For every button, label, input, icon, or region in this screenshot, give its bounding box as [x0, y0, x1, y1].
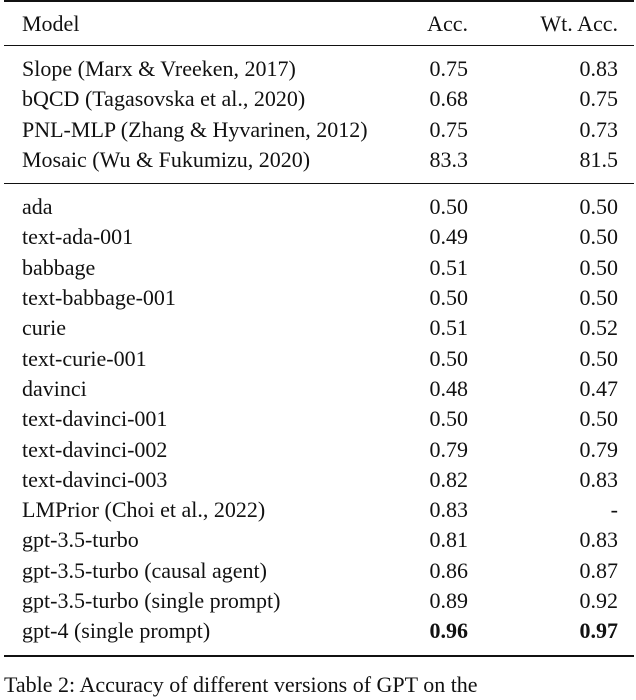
table-row — [4, 344, 634, 374]
cell-acc: 0.75 — [429, 116, 469, 142]
cell-model: PNL-MLP (Zhang & Hyvarinen, 2012) — [22, 116, 368, 142]
cell-wacc: 0.52 — [579, 315, 618, 341]
header-acc: Acc. — [427, 11, 469, 37]
results-table — [4, 0, 634, 657]
cell-model: gpt-3.5-turbo (causal agent) — [22, 557, 267, 583]
cell-wacc: 0.79 — [579, 436, 618, 462]
table-row — [4, 253, 634, 283]
header-wacc: Wt. Acc. — [540, 11, 618, 37]
cell-model: text-davinci-002 — [22, 436, 168, 462]
cell-wacc: 0.50 — [579, 345, 618, 371]
cell-model: text-davinci-001 — [22, 406, 168, 432]
cell-acc: 0.50 — [429, 406, 469, 432]
table-row — [4, 184, 634, 223]
cell-wacc: 0.83 — [579, 527, 618, 553]
cell-model: gpt-3.5-turbo — [22, 527, 139, 553]
cell-model: text-ada-001 — [22, 224, 134, 250]
table-row — [4, 313, 634, 343]
cell-model: ada — [22, 194, 53, 220]
cell-model: Slope (Marx & Vreeken, 2017) — [22, 56, 296, 81]
cell-wacc: 0.87 — [579, 557, 618, 583]
table-header-row — [4, 1, 634, 46]
cell-acc: 0.68 — [429, 86, 469, 112]
cell-wacc: 0.50 — [579, 406, 618, 432]
cell-acc: 0.50 — [429, 345, 469, 371]
table-caption: Table 2: Accuracy of different versions of GPT on the — [4, 672, 478, 697]
cell-acc: 0.50 — [429, 194, 469, 220]
cell-acc: 0.83 — [429, 497, 469, 523]
table-row — [4, 145, 634, 184]
cell-model: LMPrior (Choi et al., 2022) — [22, 497, 266, 523]
llms-section — [4, 184, 634, 656]
table-row — [4, 115, 634, 145]
cell-model: gpt-3.5-turbo (single prompt) — [22, 588, 281, 614]
cell-wacc: 0.83 — [579, 56, 618, 81]
cell-acc: 0.79 — [429, 436, 469, 462]
cell-wacc: 81.5 — [579, 146, 618, 172]
table-row — [4, 465, 634, 495]
cell-wacc: 0.50 — [579, 285, 618, 311]
cell-model: Mosaic (Wu & Fukumizu, 2020) — [22, 146, 311, 172]
cell-model: babbage — [22, 254, 96, 280]
cell-acc: 83.3 — [429, 146, 469, 172]
cell-acc: 0.81 — [429, 527, 469, 553]
cell-model: gpt-4 (single prompt) — [22, 618, 211, 644]
table-row — [4, 616, 634, 655]
table-row — [4, 525, 634, 555]
cell-wacc: 0.83 — [579, 466, 618, 492]
table-row — [4, 495, 634, 525]
table-row — [4, 46, 634, 85]
cell-acc: 0.48 — [429, 375, 469, 401]
cell-model: davinci — [22, 375, 87, 401]
cell-model: bQCD (Tagasovska et al., 2020) — [22, 86, 306, 112]
table-row — [4, 556, 634, 586]
cell-model: text-davinci-003 — [22, 466, 168, 492]
cell-acc: 0.86 — [429, 557, 469, 583]
table-row — [4, 404, 634, 434]
header-model: Model — [22, 11, 80, 37]
cell-model: text-babbage-001 — [22, 285, 176, 311]
cell-wacc: - — [610, 497, 618, 523]
table-row — [4, 586, 634, 616]
cell-wacc: 0.50 — [579, 254, 618, 280]
cell-acc: 0.49 — [429, 224, 469, 250]
table-row — [4, 283, 634, 313]
table-row — [4, 435, 634, 465]
cell-acc: 0.89 — [429, 588, 469, 614]
cell-acc: 0.51 — [429, 254, 469, 280]
cell-wacc: 0.47 — [579, 375, 618, 401]
cell-acc: 0.96 — [429, 618, 469, 644]
baselines-section — [4, 46, 634, 184]
table-row — [4, 84, 634, 114]
cell-wacc: 0.73 — [579, 116, 618, 142]
cell-wacc: 0.50 — [579, 224, 618, 250]
cell-wacc: 0.97 — [579, 618, 618, 644]
cell-acc: 0.51 — [429, 315, 469, 341]
cell-wacc: 0.50 — [579, 194, 618, 220]
cell-acc: 0.50 — [429, 285, 469, 311]
cell-wacc: 0.92 — [579, 588, 618, 614]
cell-model: text-curie-001 — [22, 345, 147, 371]
table-row — [4, 222, 634, 252]
table-row — [4, 374, 634, 404]
cell-model: curie — [22, 315, 66, 341]
results-table-container — [4, 0, 634, 657]
cell-acc: 0.82 — [429, 466, 469, 492]
cell-acc: 0.75 — [429, 56, 469, 81]
cell-wacc: 0.75 — [579, 86, 618, 112]
